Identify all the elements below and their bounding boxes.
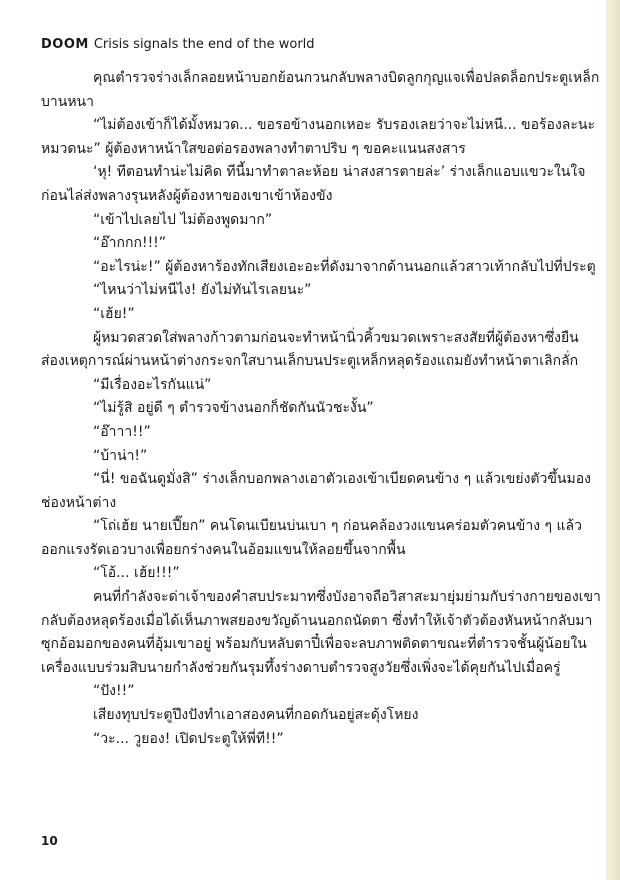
running-title: Crisis signals the end of the world [93,37,315,52]
paragraph: “อ๊ากกก!!!” [93,235,167,252]
running-header [41,36,315,54]
series-logo: DOOM [41,37,89,52]
paragraph: “เข้าไปเลยไป ไม่ต้องพูดมาก” [93,211,273,228]
paragraph: “โถ่เฮ้ย นายเปี๊ยก” คนโดนเบียนบ่นเบา ๆ ก่อนคล้องวงแขนคร่อมตัวคนข้าง ๆ แล้วออกแรงรัดเอวบางเพื่อยกร่างคนในอ้อมแขนให้ลอยขึ้นจากพื้น [41,518,582,558]
paragraph: “เฮ้ย!” [93,305,135,322]
paragraph: ‘หุ! ทีตอนทำน่ะไม่คิด ทีนี้มาทำตาละห้อย น่าสงสารตายล่ะ’ ร่างเล็กแอบแขวะในใจก่อนไล่ส่งพลางรุนหลังผู้ต้องหาของเขาเข้าห้องขัง [41,164,586,204]
paragraph: “มีเรื่องอะไรกันแน่” [93,376,212,393]
paragraph: “อ๊าาา!!” [93,423,151,440]
paragraph: “ไม่ต้องเข้าก็ได้มั้งหมวด... ขอรอข้างนอกเหอะ รับรองเลยว่าจะไม่หนี... ขอร้องละนะหมวดนะ” ผู้ต้องหาหน้าใสขอต่อรองพลางทำตาปริบ ๆ ขอคะแนนสงสาร [41,117,595,157]
paragraph: “ไหนว่าไม่หนีไง! ยังไม่ทันไรเลยนะ” [93,282,312,299]
paragraph: ผู้หมวดสวดใส่พลางก้าวตามก่อนจะทำหน้านิ่วคิ้วขมวดเพราะสงสัยที่ผู้ต้องหาซึ่งยืนส่องเหตุการณ์ผ่านหน้าต่างกระจกใสบานเล็กบนประตูเหล็กหลุดร้องแถมยังทำหน้าตาเลิกลั่ก [41,329,579,370]
paragraph: “บ้าน่า!” [93,447,148,464]
paragraph: “วะ... วูยอง! เปิดประตูให้พี่ที!!” [93,730,284,747]
page-edge [606,0,620,880]
paragraph: “โอ้... เฮ้ย!!!” [93,565,180,582]
paragraph: เสียงทุบประตูปึงปังทำเอาสองคนที่กอดกันอยู่สะดุ้งโหยง [93,707,419,724]
body-text [41,67,601,751]
paragraph: “อะไรน่ะ!” ผู้ต้องหาร้องทักเสียงเอะอะที่ดังมาจากด้านนอกแล้วสาวเท้ากลับไปที่ประตู [93,258,596,275]
paragraph: คนที่กำลังจะด่าเจ้าของคำสบประมาทซึ่งบังอาจถือวิสาสะมายุ่มย่ามกับร่างกายของเขากลับต้องหลุดร้องเมื่อได้เห็นภาพสยองขวัญด้านนอกถนัดตา ซึ่งทำให้เจ้าตัวต้องหันหน้ากลับมาซุกอ้อมอกของคนที่อุ้มเขาอยู่ พร้อมกับหลับตาปี๋เพื่อจะลบภาพติดตาขณะที่ตำรวจชั้นผู้น้อยในเครื่องแบบร่วมสิบนายกำลังช่วยกันรุมทึ้งร่างดาบตำรวจสูงวัยซึ่งเพิ่งจะได้คุยกันไปเมื่อครู่ [41,589,601,676]
paragraph: คุณตำรวจร่างเล็กลอยหน้าบอกย้อนกวนกลับพลางบิดลูกกุญแจเพื่อปลดล็อกประตูเหล็กบานหนา [41,70,600,110]
paragraph: “ไม่รู้สิ อยู่ดี ๆ ตำรวจข้างนอกก็ชัดกันนัวชะงั้น” [93,400,374,417]
page-number: 10 [41,834,58,848]
paragraph: “นี่! ขอฉันดูมั่งสิ” ร่างเล็กบอกพลางเอาตัวเองเข้าเบียดคนข้าง ๆ แล้วเขย่งตัวขึ้นมองช่องหน้าต่าง [41,471,591,511]
paragraph: “ปัง!!” [93,683,135,700]
